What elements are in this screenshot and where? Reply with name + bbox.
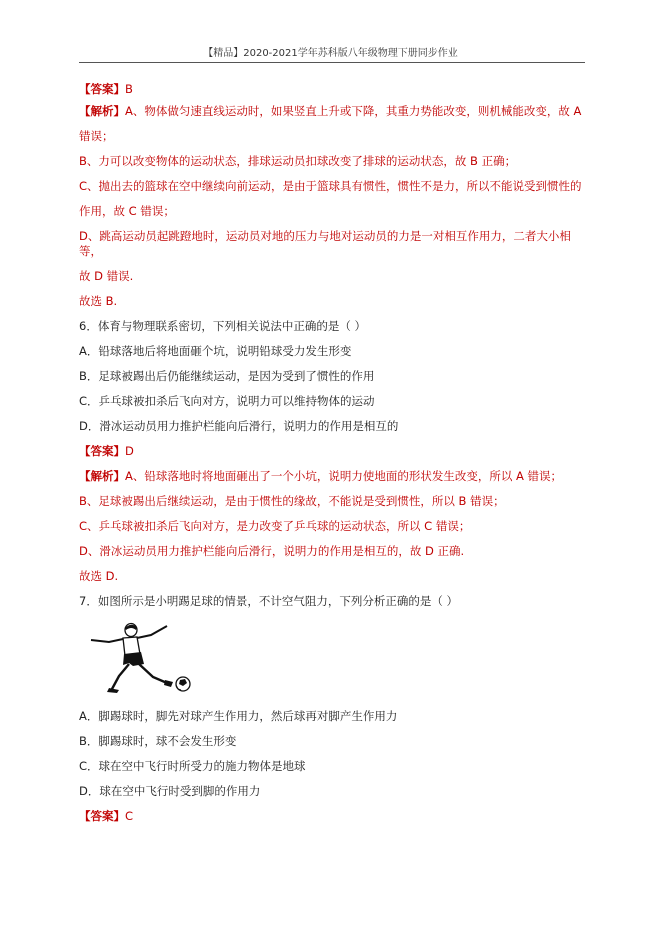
q5-analysis-line: C、抛出去的篮球在空中继续向前运动，是由于篮球具有惯性，惯性不是力，所以不能说受到惯性的 [79, 179, 582, 193]
q6-stem: 6．体育与物理联系密切，下列相关说法中正确的是（ ） [79, 319, 366, 333]
q5-analysis-line: 【解析】A、物体做匀速直线运动时，如果竖直上升或下降，其重力势能改变，则机械能改变，故 A [79, 104, 582, 118]
q6-analysis-line: D、滑冰运动员用力推护栏能向后滑行，说明力的作用是相互的，故 D 正确. [79, 544, 465, 558]
page-header: 【精品】2020-2021学年苏科版八年级物理下册同步作业 [203, 48, 458, 59]
q6-analysis-line: C、乒乓球被扣杀后飞向对方，是力改变了乒乓球的运动状态，所以 C 错误； [79, 519, 471, 533]
q5-analysis-line: 错误； [79, 129, 114, 143]
q7-option-a: A．脚踢球时，脚先对球产生作用力，然后球再对脚产生作用力 [79, 709, 398, 723]
q6-option-b: B．足球被踢出后仍能继续运动，是因为受到了惯性的作用 [79, 369, 375, 383]
q7-stem: 7．如图所示是小明踢足球的情景，不计空气阻力，下列分析正确的是（ ） [79, 594, 458, 608]
q7-option-b: B．脚踢球时，球不会发生形变 [79, 734, 237, 748]
header-rule [79, 62, 585, 63]
q5-analysis-line: D、跳高运动员起跳蹬地时，运动员对地的压力与地对运动员的力是一对相互作用力，二者大小相等， [79, 229, 571, 258]
q6-analysis-line: B、足球被踢出后继续运动，是由于惯性的缘故，不能说是受到惯性，所以 B 错误； [79, 494, 505, 508]
document-body [79, 76, 585, 824]
q6-option-a: A．铅球落地后将地面砸个坑，说明铅球受力发生形变 [79, 344, 352, 358]
q5-analysis [79, 104, 585, 284]
q7-option-c: C．球在空中飞行时所受力的施力物体是地球 [79, 759, 306, 773]
q6-analysis-line: 【解析】A、铅球落地时将地面砸出了一个小坑，说明力使地面的形状发生改变，所以 A 错误； [79, 469, 563, 483]
q6-answer: 【答案】D [79, 444, 134, 458]
q6-conclusion: 故选 D. [79, 569, 119, 583]
q5-analysis-line: 故 D 错误. [79, 269, 134, 283]
soccer-player-kicking-ball-icon [79, 621, 197, 695]
q5-conclusion: 故选 B. [79, 294, 118, 308]
q6-option-c: C．乒乓球被扣杀后飞向对方，说明力可以维持物体的运动 [79, 394, 375, 408]
q5-answer: 【答案】B [79, 82, 133, 96]
q7-answer: 【答案】C [79, 809, 134, 823]
q5-analysis-line: 作用，故 C 错误； [79, 204, 175, 218]
q7-figure [79, 621, 197, 695]
q5-analysis-line: B、力可以改变物体的运动状态，排球运动员扣球改变了排球的运动状态，故 B 正确； [79, 154, 517, 168]
q6-option-d: D．滑冰运动员用力推护栏能向后滑行，说明力的作用是相互的 [79, 419, 399, 433]
q7-option-d: D．球在空中飞行时受到脚的作用力 [79, 784, 261, 798]
